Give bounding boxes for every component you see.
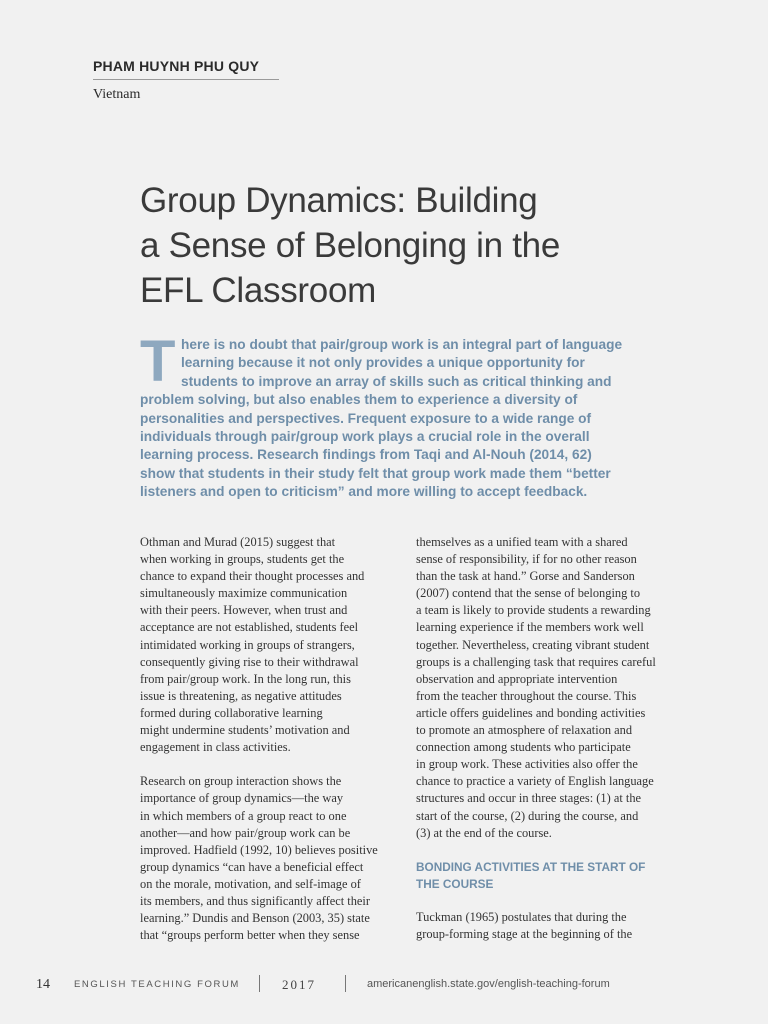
body-line: another—and how pair/group work can be bbox=[140, 825, 351, 840]
title-line: a Sense of Belonging in the bbox=[140, 226, 561, 265]
body-line: formed during collaborative learning bbox=[140, 705, 323, 720]
body-line: from pair/group work. In the long run, this bbox=[140, 671, 351, 686]
drop-cap: T bbox=[140, 329, 176, 394]
footer-divider bbox=[259, 975, 260, 992]
body-line: simultaneously maximize communication bbox=[140, 586, 348, 601]
body-line: in which members of a group react to one bbox=[140, 808, 347, 823]
body-line: article offers guidelines and bonding activities bbox=[416, 705, 646, 720]
body-line: that “groups perform better when they sense bbox=[140, 928, 360, 943]
body-line: with their peers. However, when trust and bbox=[140, 603, 348, 618]
heading-line: THE COURSE bbox=[416, 876, 494, 891]
body-paragraph bbox=[416, 909, 686, 943]
article-title bbox=[140, 178, 680, 313]
body-line: improved. Hadfield (1992, 10) believes positive bbox=[140, 842, 378, 857]
body-line: acceptance are not established, students feel bbox=[140, 620, 359, 635]
body-paragraph bbox=[140, 773, 410, 944]
body-line: themselves as a unified team with a shared bbox=[416, 535, 628, 549]
right-column bbox=[416, 534, 686, 960]
section-heading bbox=[416, 859, 686, 893]
footer-url: americanenglish.state.gov/english-teaching-forum bbox=[367, 978, 610, 990]
body-line: structures and occur in three stages: (1) at the bbox=[416, 791, 642, 806]
body-line: when working in groups, students get the bbox=[140, 552, 345, 567]
body-line: its members, and thus significantly affect their bbox=[140, 893, 370, 908]
page-number: 14 bbox=[36, 977, 50, 992]
author-country: Vietnam bbox=[93, 87, 141, 102]
body-line: on the morale, motivation, and self-image of bbox=[140, 876, 361, 891]
body-line: connection among students who participate bbox=[416, 740, 631, 755]
publication-year: 2017 bbox=[282, 977, 316, 992]
intro-line: learning because it not only provides a unique opportunity for bbox=[181, 355, 585, 371]
body-line: from the teacher throughout the course. This bbox=[416, 688, 637, 703]
title-line: Group Dynamics: Building bbox=[140, 181, 538, 220]
body-line: to promote an atmosphere of relaxation and bbox=[416, 723, 633, 738]
body-line: chance to expand their thought processes and bbox=[140, 569, 365, 584]
intro-line: problem solving, but also enables them to experience a diversity of bbox=[140, 392, 578, 408]
body-line: importance of group dynamics—the way bbox=[140, 791, 344, 806]
intro-line: learning process. Research findings from Taqi and Al-Nouh (2014, 62) bbox=[140, 447, 592, 463]
intro-paragraph bbox=[140, 329, 680, 502]
left-column bbox=[140, 534, 410, 961]
body-line: observation and appropriate intervention bbox=[416, 671, 618, 686]
body-line: issue is threatening, as negative attitudes bbox=[140, 688, 342, 703]
body-line: Othman and Murad (2015) suggest that bbox=[140, 535, 336, 549]
body-line: groups is a challenging task that requires careful bbox=[416, 654, 656, 669]
body-line: learning.” Dundis and Benson (2003, 35) state bbox=[140, 911, 370, 926]
body-line: Research on group interaction shows the bbox=[140, 774, 342, 789]
body-line: than the task at hand.” Gorse and Sanderson bbox=[416, 569, 635, 584]
body-paragraph bbox=[140, 534, 410, 756]
body-line: together. Nevertheless, creating vibrant student bbox=[416, 637, 650, 652]
heading-line: BONDING ACTIVITIES AT THE START OF bbox=[416, 859, 646, 874]
page-footer bbox=[0, 975, 768, 995]
intro-line: listeners and open to criticism” and more willing to accept feedback. bbox=[140, 484, 588, 500]
intro-line: personalities and perspectives. Frequent exposure to a wide range of bbox=[140, 410, 592, 426]
body-line: (2007) contend that the sense of belonging to bbox=[416, 586, 641, 601]
body-line: a team is likely to provide students a rewarding bbox=[416, 603, 651, 618]
body-line: might undermine students’ motivation and bbox=[140, 723, 350, 738]
body-line: start of the course, (2) during the course, and bbox=[416, 808, 639, 823]
body-line: intimidated working in groups of strangers, bbox=[140, 637, 355, 652]
publication-name: ENGLISH TEACHING FORUM bbox=[74, 979, 240, 990]
body-line: learning experience if the members work well bbox=[416, 620, 644, 635]
footer-divider bbox=[345, 975, 346, 992]
body-line: engagement in class activities. bbox=[140, 740, 291, 755]
intro-line: students to improve an array of skills such as critical thinking and bbox=[181, 373, 612, 389]
body-line: chance to practice a variety of English language bbox=[416, 774, 654, 789]
intro-line: here is no doubt that pair/group work is an integral part of language bbox=[181, 337, 623, 352]
body-line: (3) at the end of the course. bbox=[416, 825, 552, 840]
body-line: consequently giving rise to their withdrawal bbox=[140, 654, 359, 669]
title-line: EFL Classroom bbox=[140, 271, 376, 310]
body-line: Tuckman (1965) postulates that during the bbox=[416, 909, 627, 924]
intro-line: show that students in their study felt that group work made them “better bbox=[140, 465, 611, 481]
body-line: group dynamics “can have a beneficial effect bbox=[140, 859, 364, 874]
body-line: group-forming stage at the beginning of the bbox=[416, 926, 633, 941]
body-paragraph bbox=[416, 534, 686, 842]
intro-line: individuals through pair/group work plays a crucial role in the overall bbox=[140, 429, 590, 445]
body-line: in group work. These activities also offer the bbox=[416, 757, 638, 772]
author-name: PHAM HUYNH PHU QUY bbox=[93, 58, 279, 80]
body-line: sense of responsibility, if for no other reason bbox=[416, 552, 637, 567]
